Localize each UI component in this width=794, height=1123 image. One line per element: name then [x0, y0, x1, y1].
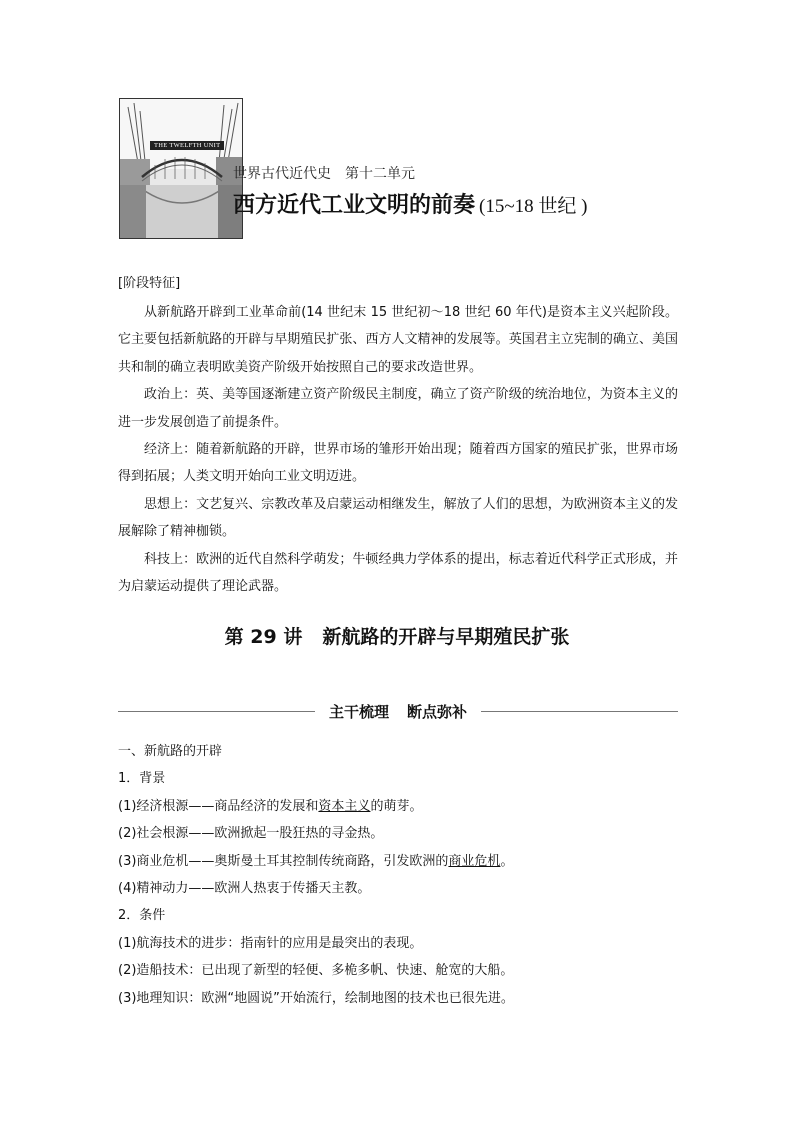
unit-cover-image	[119, 98, 243, 239]
lecture-title	[0, 622, 794, 649]
conditions-item: (3)地理知识：欧洲“地圆说”开始流行，绘制地图的技术也已很先进。	[118, 990, 514, 1006]
divider-heading	[315, 701, 481, 722]
conditions-item: (1)航海技术的进步：指南针的应用是最突出的表现。	[118, 935, 423, 951]
item-underlined: 资本主义	[318, 798, 371, 814]
item-text: (4)精神动力——欧洲人热衷于传播天主教。	[118, 881, 371, 897]
section-divider	[118, 700, 678, 722]
background-item	[118, 793, 678, 820]
unit-title	[233, 188, 587, 219]
background-item	[118, 848, 678, 875]
stage-paragraph: 科技上：欧洲的近代自然科学萌发；牛顿经典力学体系的提出，标志着近代科学正式形成，并为启蒙运动提供了理论武器。	[118, 551, 678, 595]
stage-paragraph: 从新航路开辟到工业革命前(14 世纪末 15 世纪初～18 世纪 60 年代)是资本主义兴起阶段。它主要包括新航路的开辟与早期殖民扩张、西方人文精神的发展等。英国君主立宪制的确立、美国共和制的确立表明欧美资产阶级开始按照自己的要求改造世界。	[118, 305, 678, 375]
item-text: 。	[500, 853, 514, 869]
outline	[118, 738, 678, 1012]
divider-line-right	[481, 711, 678, 712]
background-title: 1．背景	[118, 771, 166, 787]
image-caption: THE TWELFTH UNIT	[150, 141, 224, 150]
bridge-photo	[120, 99, 243, 239]
outline-heading: 一、新航路的开辟	[118, 744, 223, 759]
item-text: (3)商业危机——奥斯曼土耳其控制传统商路，引发欧洲的	[118, 853, 449, 869]
divider-heading-left: 主干梳理	[328, 702, 389, 721]
divider-line-left	[118, 711, 315, 712]
stage-label: [阶段特征]	[118, 276, 181, 291]
lecture-number: 第 29 讲	[224, 626, 303, 648]
item-text: 的萌芽。	[370, 798, 423, 814]
stage-paragraph: 经济上：随着新航路的开辟，世界市场的雏形开始出现；随着西方国家的殖民扩张，世界市场得到拓展；人类文明开始向工业文明迈进。	[118, 442, 678, 485]
background-item	[118, 875, 678, 902]
stage-paragraphs	[118, 299, 678, 600]
unit-title-text: 西方近代工业文明的前奏	[233, 193, 476, 218]
stage-paragraph: 政治上：英、美等国逐渐建立资产阶级民主制度，确立了资产阶级的统治地位，为资本主义的进一步发展创造了前提条件。	[118, 387, 678, 430]
background-item	[118, 820, 678, 847]
stage-paragraph: 思想上：文艺复兴、宗教改革及启蒙运动相继发生，解放了人们的思想，为欧洲资本主义的发展解除了精神枷锁。	[118, 496, 678, 540]
unit-title-range: (15~18 世纪 )	[479, 196, 588, 217]
divider-heading-right: 断点弥补	[407, 702, 468, 721]
conditions-title: 2．条件	[118, 908, 166, 924]
lecture-name: 新航路的开辟与早期殖民扩张	[322, 626, 570, 648]
item-text: (1)经济根源——商品经济的发展和	[118, 798, 319, 814]
item-underlined: 商业危机	[448, 853, 501, 869]
item-text: (2)社会根源——欧洲掀起一股狂热的寻金热。	[118, 826, 384, 842]
unit-subtitle: 世界古代近代史 第十二单元	[233, 166, 415, 182]
conditions-item: (2)造船技术：已出现了新型的轻便、多桅多帆、快速、舱宽的大船。	[118, 963, 514, 979]
